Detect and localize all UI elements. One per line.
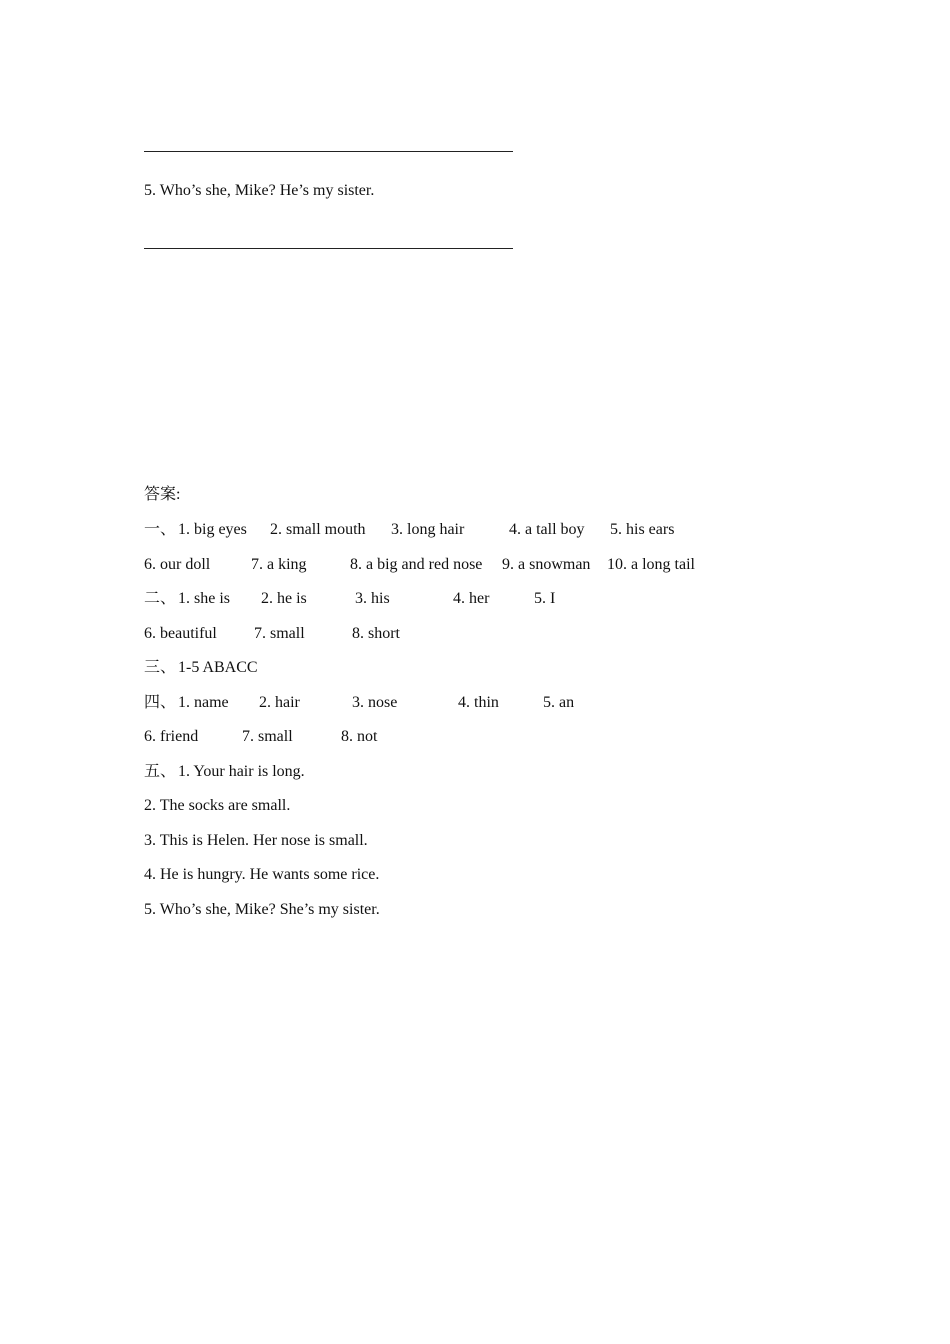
answer-item: 7. small: [242, 728, 293, 745]
answer-item: 8. short: [352, 625, 400, 642]
section4-row1: [144, 693, 744, 713]
answer-item: 3. long hair: [391, 521, 465, 538]
section2-prefix: 二、: [144, 590, 177, 607]
answer-item: 3. his: [355, 590, 390, 607]
section5-line-4: 4. He is hungry. He wants some rice.: [144, 866, 380, 883]
answer-item: 1-5 ABACC: [178, 659, 258, 676]
section5-row1: [144, 762, 544, 782]
section5-line-2: 2. The socks are small.: [144, 797, 291, 814]
answer-item: 5. an: [543, 694, 575, 711]
section1-row2: [144, 555, 744, 575]
answer-item: 8. a big and red nose: [350, 556, 483, 573]
section3-row: [144, 658, 444, 678]
section2-row1: [144, 589, 744, 609]
section5-prefix: 五、: [144, 763, 177, 780]
answer-item: 2. small mouth: [270, 521, 366, 538]
answer-item: 1. big eyes: [178, 521, 247, 538]
answer-item: 2. hair: [259, 694, 300, 711]
answer-item: 1. she is: [178, 590, 230, 607]
answer-item: 9. a snowman: [502, 556, 591, 573]
section1-prefix: 一、: [144, 521, 177, 538]
answer-blank-line-5: [144, 248, 513, 249]
answer-item: 8. not: [341, 728, 378, 745]
section4-row2: [144, 727, 744, 747]
answer-item: 4. a tall boy: [509, 521, 585, 538]
exercise-item-5: 5. Who’s she, Mike? He’s my sister.: [144, 182, 375, 199]
answer-item: 5. I: [534, 590, 556, 607]
answer-item: 6. our doll: [144, 556, 211, 573]
section3-prefix: 三、: [144, 659, 177, 676]
answer-item: 7. a king: [251, 556, 307, 573]
answer-item: 10. a long tail: [607, 556, 695, 573]
answers-heading: 答案:: [144, 486, 181, 503]
section1-row1: [144, 520, 744, 540]
section5-line-5: 5. Who’s she, Mike? She’s my sister.: [144, 901, 380, 918]
answer-item: 1. Your hair is long.: [178, 763, 305, 780]
section4-prefix: 四、: [144, 694, 177, 711]
answer-blank-line-4: [144, 151, 513, 152]
answer-item: 2. he is: [261, 590, 307, 607]
answer-item: 4. her: [453, 590, 490, 607]
section5-line-3: 3. This is Helen. Her nose is small.: [144, 832, 368, 849]
answer-item: 7. small: [254, 625, 305, 642]
answer-item: 4. thin: [458, 694, 499, 711]
answer-item: 3. nose: [352, 694, 398, 711]
answer-item: 1. name: [178, 694, 229, 711]
section2-row2: [144, 624, 744, 644]
answer-item: 6. friend: [144, 728, 199, 745]
answer-item: 5. his ears: [610, 521, 675, 538]
answer-item: 6. beautiful: [144, 625, 217, 642]
